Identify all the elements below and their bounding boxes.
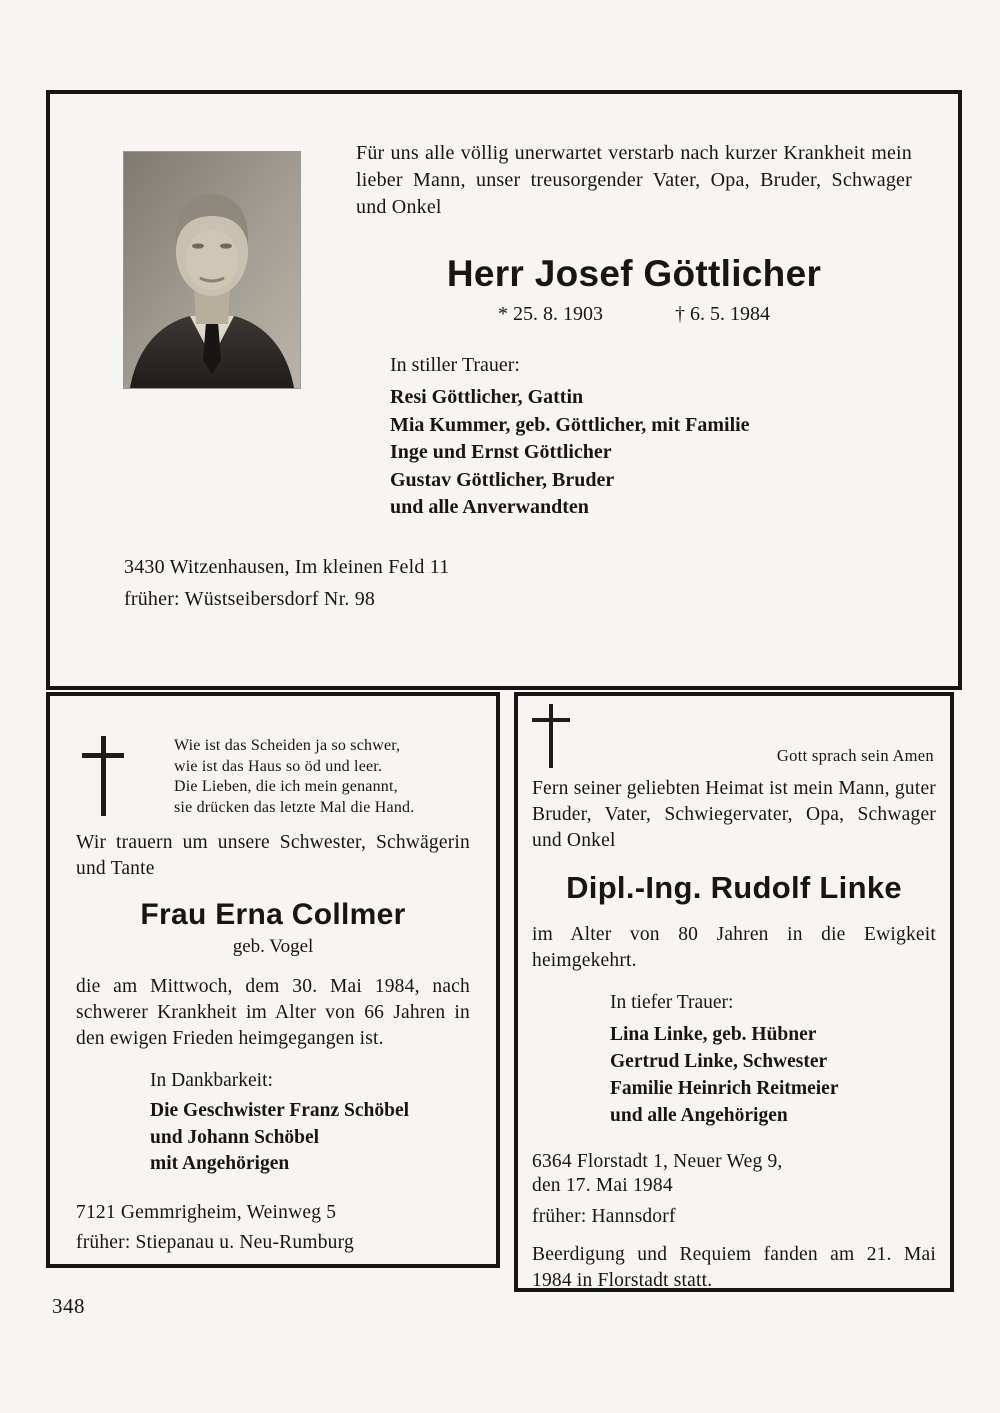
birth-date: * 25. 8. 1903 <box>498 303 603 325</box>
memorial-poem <box>174 736 414 818</box>
mourner-line: mit Angehörigen <box>150 1153 290 1174</box>
mourner-line: Familie Heinrich Reitmeier <box>610 1078 839 1099</box>
mourner-line: Inge und Ernst Göttlicher <box>390 441 612 463</box>
poem-line: Die Lieben, die ich mein genannt, <box>174 778 398 795</box>
mourners-list <box>610 1021 950 1129</box>
maiden-name: geb. Vogel <box>232 936 314 957</box>
obituary-intro: Wir trauern um unsere Schwester, Schwägerin und Tante <box>76 832 470 879</box>
death-date: † 6. 5. 1984 <box>675 303 770 325</box>
mourning-label: In tiefer Trauer: <box>610 992 734 1013</box>
former-address-line: früher: Stiepanau u. Neu-Rumburg <box>76 1231 354 1253</box>
obituary-rudolf-linke <box>514 692 954 1292</box>
poem-line: sie drücken das letzte Mal die Hand. <box>174 798 415 816</box>
life-dates <box>356 303 912 326</box>
mourning-label: In Dankbarkeit: <box>150 1070 273 1091</box>
burial-note: Beerdigung und Requiem fanden am 21. Mai 1984 in Florstadt statt. <box>532 1244 936 1291</box>
cross-and-poem-row <box>50 696 496 818</box>
obituary-josef-goettlicher <box>46 90 962 690</box>
former-address-line: früher: Hannsdorf <box>532 1206 676 1227</box>
former-address-line: früher: Wüstseibersdorf Nr. 98 <box>124 587 376 610</box>
mourner-line: Die Geschwister Franz Schöbel <box>150 1100 410 1121</box>
cross-icon <box>82 736 124 816</box>
deceased-name: Dipl.-Ing. Rudolf Linke <box>566 870 902 905</box>
obituary-intro: Für uns alle völlig unerwartet verstarb nach kurzer Krankheit mein lieber Mann, unser treusorgender Vater, Opa, Bruder, Schwager und Onkel <box>356 142 912 218</box>
portrait-photo-graphic <box>124 152 300 388</box>
poem-line: wie ist das Haus so öd und leer. <box>174 757 383 775</box>
obituary-text-column <box>356 140 912 522</box>
mourner-line: Resi Göttlicher, Gattin <box>390 386 584 408</box>
mourner-line: Gertrud Linke, Schwester <box>610 1051 828 1072</box>
address-line: 7121 Gemmrigheim, Weinweg 5 <box>76 1201 337 1223</box>
mourner-line: und alle Anverwandten <box>390 496 589 518</box>
address-line: 6364 Florstadt 1, Neuer Weg 9, <box>532 1151 783 1172</box>
memorial-motto: Gott sprach sein Amen <box>776 746 934 765</box>
obituary-erna-collmer <box>46 692 500 1268</box>
address-date-line: den 17. Mai 1984 <box>532 1175 673 1196</box>
deceased-name: Frau Erna Collmer <box>140 898 406 931</box>
obituary-main-row <box>50 94 958 522</box>
mourners-list <box>390 384 912 522</box>
mourner-line: Mia Kummer, geb. Göttlicher, mit Familie <box>390 413 750 436</box>
cross-and-motto-row <box>518 696 950 768</box>
obituary-intro: Fern seiner geliebten Heimat ist mein Mann, guter Bruder, Vater, Schwiegervater, Opa, Schwager und Onkel <box>532 778 936 851</box>
mourning-label: In stiller Trauer: <box>390 354 520 376</box>
deceased-name: Herr Josef Göttlicher <box>446 253 822 294</box>
mourner-line: und alle Angehörigen <box>610 1105 788 1126</box>
page-number: 348 <box>52 1294 85 1318</box>
mourner-line: Lina Linke, geb. Hübner <box>610 1024 817 1045</box>
poem-line: Wie ist das Scheiden ja so schwer, <box>174 737 401 754</box>
portrait-photo <box>124 152 300 388</box>
address-line: 3430 Witzenhausen, Im kleinen Feld 11 <box>124 555 450 578</box>
mourner-line: Gustav Göttlicher, Bruder <box>390 468 615 491</box>
obituary-body: die am Mittwoch, dem 30. Mai 1984, nach schwerer Krankheit im Alter von 66 Jahren in den ewigen Frieden heimgegangen ist. <box>76 976 470 1049</box>
mourners-list <box>150 1098 496 1178</box>
mourner-line: und Johann Schöbel <box>150 1126 320 1148</box>
cross-icon <box>532 704 570 768</box>
obituary-body: im Alter von 80 Jahren in die Ewigkeit heimgekehrt. <box>532 924 936 971</box>
